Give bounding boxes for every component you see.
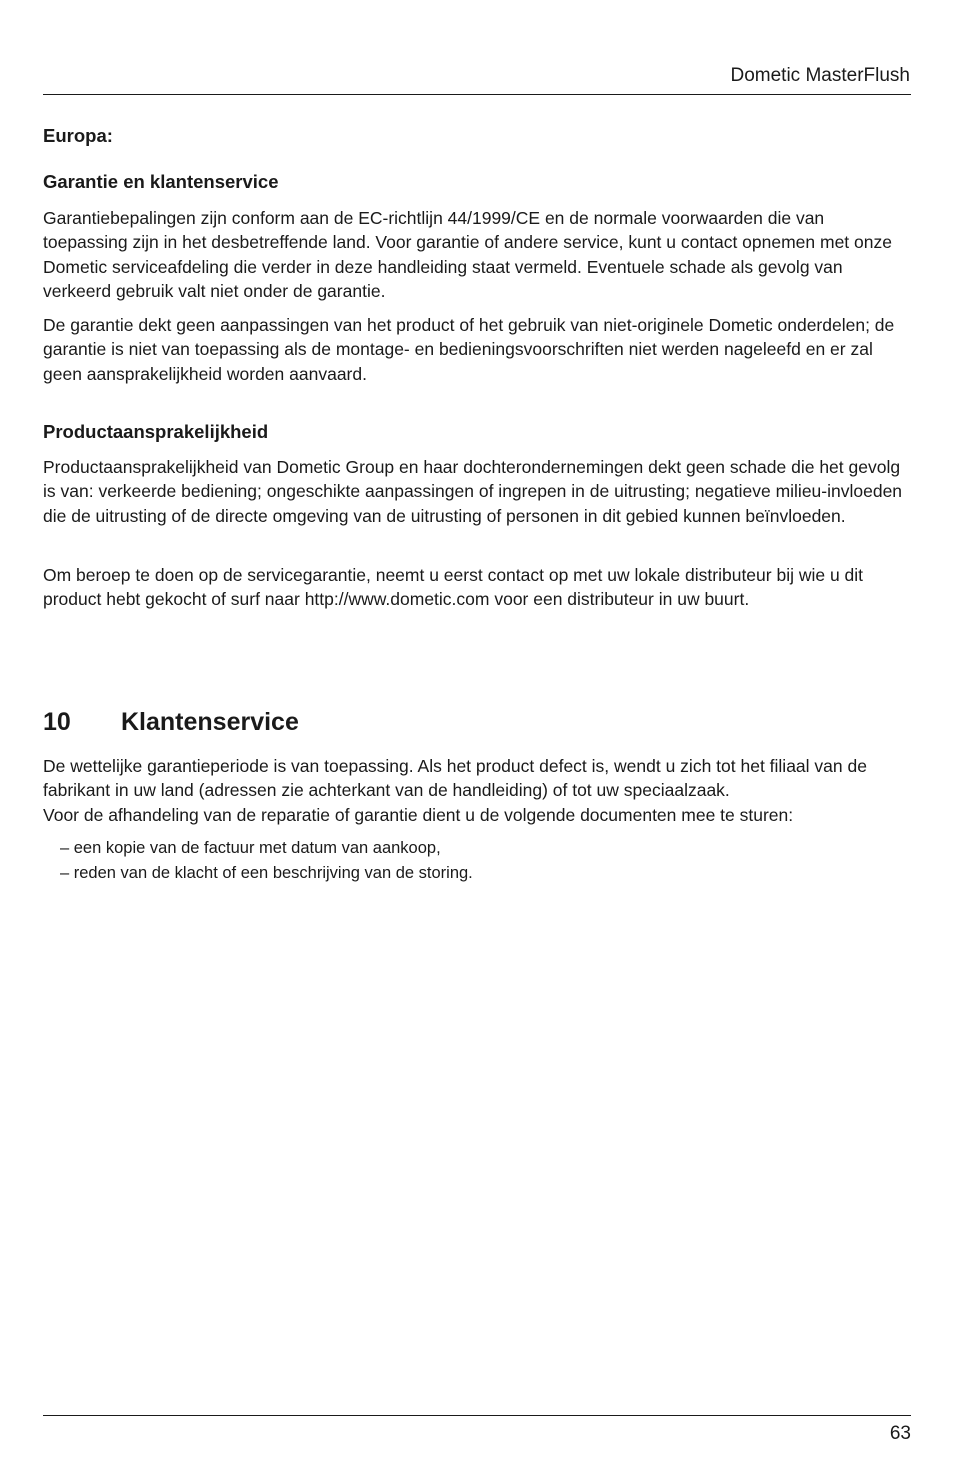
- running-header: Dometic MasterFlush: [730, 65, 910, 86]
- warranty-paragraph-1: Garantiebepalingen zijn conform aan de EC-richtlijn 44/1999/CE en de normale voorwaarden die van toepassing zijn in het desbetreffende land. Voor garantie of andere service, kunt u contact opnemen met onze Dometic serviceafdeling die verder in deze handleiding staat vermeld. Eventuele schade als gevolg van verkeerd gebruik valt niet onder de garantie.: [43, 208, 892, 301]
- liability-paragraph-1: Productaansprakelijkheid van Dometic Group en haar dochterondernemingen dekt geen schade die het gevolg is van: verkeerde bediening; ongeschikte aanpassingen of ingrepen in de uitrusting; negatieve milieu-invloeden die de uitrusting of de directe omgeving van de uitrusting of personen in dit gebied kunnen beïnvloeden.: [43, 457, 903, 526]
- list-item: – reden van de klacht of een beschrijving van de storing.: [60, 864, 473, 882]
- documents-list: [60, 836, 473, 886]
- chapter-heading: [43, 706, 299, 738]
- page-number: 63: [889, 1423, 911, 1444]
- chapter-number: 10: [43, 708, 71, 736]
- list-item: – een kopie van de factuur met datum van aankoop,: [60, 839, 441, 857]
- liability-heading: Productaansprakelijkheid: [43, 421, 269, 442]
- chapter-title: Klantenservice: [121, 708, 299, 736]
- warranty-paragraph-2: De garantie dekt geen aanpassingen van het product of het gebruik van niet-originele Dometic onderdelen; de garantie is niet van toepassing als de montage- en bedieningsvoorschriften niet werden nageleefd en er zal geen aansprakelijkheid worden aanvaard.: [43, 315, 895, 384]
- region-heading: Europa:: [43, 125, 113, 146]
- footer-rule: [43, 1415, 911, 1416]
- warranty-heading: Garantie en klantenservice: [43, 171, 279, 192]
- chapter-paragraph-1: De wettelijke garantieperiode is van toepassing. Als het product defect is, wendt u zich tot het filiaal van de fabrikant in uw land (adressen zie achterkant van de handleiding) of tot uw speciaalzaak.: [43, 756, 867, 801]
- header-rule: [43, 94, 911, 95]
- liability-paragraph-2: Om beroep te doen op de servicegarantie, neemt u eerst contact op met uw lokale distributeur bij wie u dit product hebt gekocht of surf naar http://www.dometic.com voor een distributeur in uw buurt.: [43, 565, 864, 610]
- chapter-paragraph-2: Voor de afhandeling van de reparatie of garantie dient u de volgende documenten mee te sturen:: [43, 805, 794, 825]
